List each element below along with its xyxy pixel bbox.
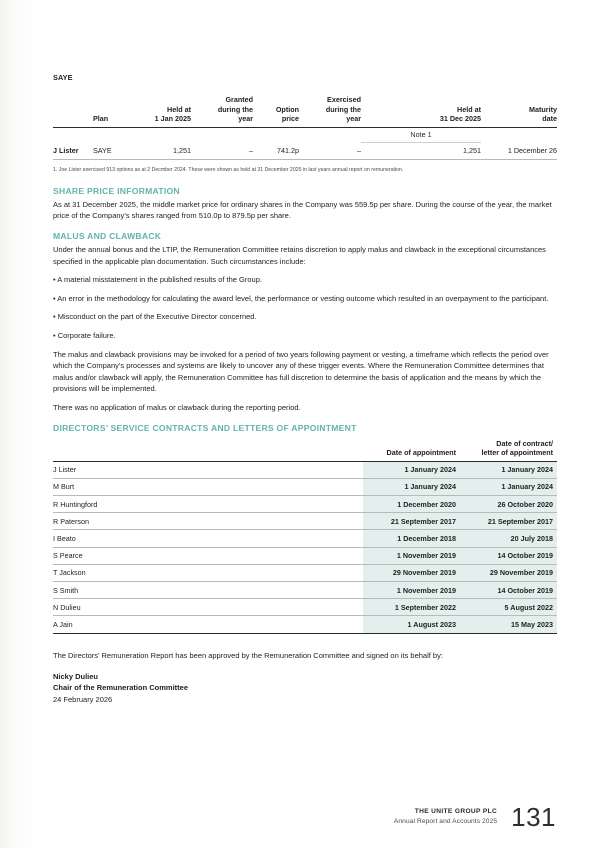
saye-note-blank-5 xyxy=(253,127,299,142)
saye-header-exercised-line2: during the xyxy=(325,104,361,114)
malus-bullet-2: • An error in the methodology for calculating the award level, the performance or vesting outcome which resulted in an overpayment to the participant. xyxy=(53,293,549,303)
saye-header-exercised xyxy=(299,95,361,127)
saye-section-label: SAYE xyxy=(53,73,73,82)
saye-header-row xyxy=(53,95,557,127)
saye-header-held-close-line2: 31 Dec 2025 xyxy=(439,114,481,124)
saye-header-maturity-line2: date xyxy=(542,114,557,124)
director-appointment-date: 1 November 2019 xyxy=(363,582,460,599)
footer-company-name: THE UNITE GROUP PLC xyxy=(414,808,498,815)
signoff-name: Nicky Dulieu xyxy=(53,672,99,682)
director-appointment-date: 1 January 2024 xyxy=(363,461,460,478)
service-contracts-table-body xyxy=(53,461,557,633)
table-row xyxy=(53,513,557,530)
saye-row-held-close: 1,251 xyxy=(361,142,481,159)
saye-table-body xyxy=(53,127,557,159)
saye-header-held-open-line1: Held at xyxy=(167,104,191,114)
director-name: M Burt xyxy=(53,478,363,495)
service-contracts-heading: DIRECTORS’ SERVICE CONTRACTS AND LETTERS OF APPOINTMENT xyxy=(53,422,357,433)
director-name: S Pearce xyxy=(53,547,363,564)
malus-heading: MALUS AND CLAWBACK xyxy=(53,230,162,241)
saye-note-blank-4 xyxy=(191,127,253,142)
share-price-heading: SHARE PRICE INFORMATION xyxy=(53,185,180,196)
saye-note-row xyxy=(53,127,557,142)
director-appointment-date: 21 September 2017 xyxy=(363,513,460,530)
malus-bullet-1: • A material misstatement in the published results of the Group. xyxy=(53,275,262,285)
saye-note-blank-3 xyxy=(135,127,191,142)
saye-header-maturity xyxy=(481,95,557,127)
director-contract-date: 29 November 2019 xyxy=(460,564,557,581)
signoff-role: Chair of the Remuneration Committee xyxy=(53,683,189,693)
table-row xyxy=(53,461,557,478)
saye-row-exercised: – xyxy=(299,142,361,159)
director-contract-date: 21 September 2017 xyxy=(460,513,557,530)
saye-header-maturity-line1: Maturity xyxy=(529,104,557,114)
table-row xyxy=(53,530,557,547)
saye-header-option-price xyxy=(253,95,299,127)
malus-closing: There was no application of malus or clawback during the reporting period. xyxy=(53,402,301,412)
director-name: R Huntingford xyxy=(53,496,363,513)
footer-text-block xyxy=(394,807,497,827)
table-row xyxy=(53,478,557,495)
saye-header-held-open-line2: 1 Jan 2025 xyxy=(154,114,191,124)
table-row xyxy=(53,616,557,633)
director-contract-date: 1 January 2024 xyxy=(460,478,557,495)
service-contracts-header-contract xyxy=(460,439,557,462)
service-contracts-header-name xyxy=(53,439,363,462)
saye-footnote: 1. Joe Lister exercised 913 options as at 2 Decmber 2024. These were shown as held at 31 December 2025 in last years annual report on remuneration. xyxy=(53,166,404,173)
table-row xyxy=(53,599,557,616)
saye-header-held-close xyxy=(361,95,481,127)
saye-header-granted-line3: year xyxy=(238,114,253,124)
director-contract-date: 26 October 2020 xyxy=(460,496,557,513)
saye-row-option-price: 741.2p xyxy=(253,142,299,159)
director-contract-date: 5 August 2022 xyxy=(460,599,557,616)
saye-header-exercised-line1: Exercised xyxy=(327,95,361,104)
saye-table-head xyxy=(53,95,557,127)
table-row xyxy=(53,142,557,159)
malus-intro: Under the annual bonus and the LTIP, the Remuneration Committee retains discretion to apply malus and clawback in the exceptional circumstances specified in the applicable plan documentation. Such circumstances include: xyxy=(53,244,546,266)
director-contract-date: 14 October 2019 xyxy=(460,582,557,599)
saye-row-maturity: 1 December 26 xyxy=(481,142,557,159)
saye-note-reference: Note 1 xyxy=(361,127,481,142)
saye-header-option-line2: price xyxy=(281,114,299,124)
saye-header-plan: Plan xyxy=(93,95,135,127)
table-row xyxy=(53,496,557,513)
saye-header-exercised-line3: year xyxy=(346,114,361,124)
director-name: I Beato xyxy=(53,530,363,547)
director-name: T Jackson xyxy=(53,564,363,581)
director-appointment-date: 1 December 2020 xyxy=(363,496,460,513)
page-footer xyxy=(394,804,556,830)
saye-header-held-close-line1: Held at xyxy=(457,104,481,114)
service-contracts-header-contract-line1: Date of contract/ xyxy=(496,438,553,448)
saye-header-granted-line1: Granted xyxy=(225,95,253,104)
director-appointment-date: 1 November 2019 xyxy=(363,547,460,564)
saye-header-granted xyxy=(191,95,253,127)
table-row xyxy=(53,547,557,564)
director-contract-date: 1 January 2024 xyxy=(460,461,557,478)
service-contracts-header-appointment: Date of appointment xyxy=(363,439,460,462)
page-content xyxy=(53,0,557,705)
director-contract-date: 15 May 2023 xyxy=(460,616,557,633)
saye-header-held-open xyxy=(135,95,191,127)
malus-bullet-4: • Corporate failure. xyxy=(53,330,116,340)
saye-note-blank-2 xyxy=(93,127,135,142)
signoff-approval-text: The Directors’ Remuneration Report has been approved by the Remuneration Committee and signed on its behalf by: xyxy=(53,650,443,660)
table-row xyxy=(53,564,557,581)
footer-report-title: Annual Report and Accounts 2025 xyxy=(393,818,498,825)
service-contracts-table xyxy=(53,439,557,634)
director-appointment-date: 1 August 2023 xyxy=(363,616,460,633)
malus-provisions: The malus and clawback provisions may be invoked for a period of two years following payment or vesting, a timeframe which reflects the period over which the Company’s processes and systems are likely to uncover any of these trigger events. Where the Remuneration Committee determines that malus and/or clawback will apply, the Remuneration Committee has full discretion to determine the basis of application and the means by which the provisions will be implemented. xyxy=(53,349,549,394)
director-appointment-date: 1 December 2018 xyxy=(363,530,460,547)
saye-header-name xyxy=(53,95,93,127)
director-appointment-date: 1 September 2022 xyxy=(363,599,460,616)
saye-row-held-open: 1,251 xyxy=(135,142,191,159)
director-name: R Paterson xyxy=(53,513,363,530)
saye-note-blank-7 xyxy=(481,127,557,142)
service-contracts-header-row xyxy=(53,439,557,462)
director-name: A Jain xyxy=(53,616,363,633)
saye-table xyxy=(53,95,557,160)
director-name: N Dulieu xyxy=(53,599,363,616)
director-name: J Lister xyxy=(53,461,363,478)
saye-row-granted: – xyxy=(191,142,253,159)
director-appointment-date: 1 January 2024 xyxy=(363,478,460,495)
service-contracts-table-head xyxy=(53,439,557,462)
malus-bullet-3: • Misconduct on the part of the Executive Director concerned. xyxy=(53,312,257,322)
table-row xyxy=(53,582,557,599)
saye-note-blank-6 xyxy=(299,127,361,142)
share-price-paragraph: As at 31 December 2025, the middle market price for ordinary shares in the Company was 559.5p per share. During the course of the year, the market price of the Company’s shares ranged from 510.0p to 879.5p per share. xyxy=(53,199,552,221)
director-contract-date: 14 October 2019 xyxy=(460,547,557,564)
saye-note-blank-1 xyxy=(53,127,93,142)
saye-header-granted-line2: during the xyxy=(217,104,253,114)
director-appointment-date: 29 November 2019 xyxy=(363,564,460,581)
saye-row-name: J Lister xyxy=(53,142,93,159)
saye-header-option-line1: Option xyxy=(275,104,299,114)
signoff-date: 24 February 2026 xyxy=(53,694,113,704)
director-contract-date: 20 July 2018 xyxy=(460,530,557,547)
page-number: 131 xyxy=(511,802,556,832)
director-name: S Smith xyxy=(53,582,363,599)
service-contracts-header-contract-line2: letter of appointment xyxy=(481,448,553,458)
saye-row-plan: SAYE xyxy=(93,142,135,159)
